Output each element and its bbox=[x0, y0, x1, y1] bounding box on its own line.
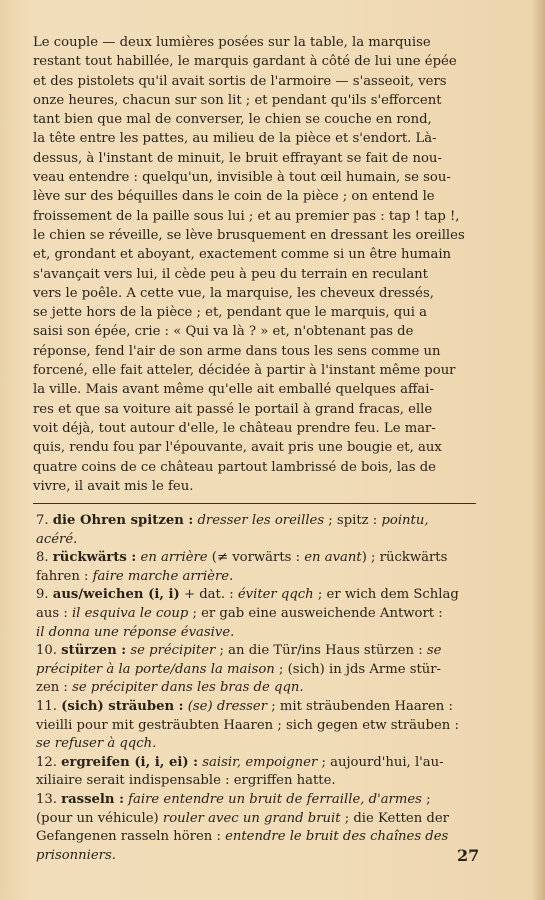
footnote-translation: dresser les oreilles bbox=[197, 513, 325, 528]
text-line: restant tout habillée, le marquis gardant à côté de lui une épée bbox=[33, 54, 457, 70]
text-line: se jette hors de la pièce ; et, pendant que le marquis, qui a bbox=[33, 305, 427, 321]
footnote-translation: prisonniers. bbox=[36, 847, 116, 863]
footnote-text: 13. bbox=[36, 791, 62, 807]
footnote-text: 9. bbox=[36, 587, 53, 603]
text-line: veau entendre : quelqu'un, invisible à tout œil humain, se sou- bbox=[33, 170, 451, 186]
footnote-translation: (se) dresser bbox=[187, 698, 268, 714]
footnote-translation: se précipiter bbox=[130, 643, 216, 659]
footnote-translation: en arrière bbox=[140, 550, 208, 566]
footnote-line bbox=[36, 512, 478, 531]
footnote-translation: faire marche arrière. bbox=[92, 568, 234, 584]
footnote-translation: acéré. bbox=[36, 531, 78, 547]
text-line: et des pistolets qu'il avait sortis de l'armoire — s'asseoit, vers bbox=[33, 73, 447, 89]
footnote-line bbox=[36, 549, 478, 568]
text-line: la tête entre les pattes, au milieu de la pièce et s'endort. Là- bbox=[33, 131, 437, 147]
text-line: voit déjà, tout autour d'elle, le château prendre feu. Le mar- bbox=[33, 420, 436, 436]
footnote-term: rückwärts : bbox=[52, 550, 137, 566]
footnote-line bbox=[36, 735, 478, 754]
main-text bbox=[33, 33, 475, 496]
footnote-line bbox=[36, 698, 478, 717]
page-edge-shadow bbox=[531, 0, 545, 900]
footnote-term: die Ohren spitzen : bbox=[52, 513, 194, 528]
text-line: tant bien que mal de converser, le chien se couche en rond, bbox=[33, 112, 432, 128]
footnote-text: ; aujourd'hui, l'au- bbox=[317, 754, 444, 770]
footnotes bbox=[36, 512, 478, 865]
footnote-text: ; bbox=[421, 791, 431, 807]
footnote-translation: en avant bbox=[304, 550, 362, 566]
footnote-text: (pour un véhicule) bbox=[36, 810, 163, 826]
footnote-line bbox=[36, 661, 478, 680]
footnote-text: fahren : bbox=[36, 568, 93, 584]
footnote-text: 7. bbox=[36, 513, 53, 528]
footnote-translation: se précipiter dans les bras de qqn. bbox=[72, 680, 304, 696]
footnote-line bbox=[36, 531, 478, 550]
footnote-text: 11. bbox=[36, 698, 62, 714]
text-line: quis, rendu fou par l'épouvante, avait pris une bougie et, aux bbox=[33, 440, 442, 456]
footnote-text: 8. bbox=[36, 550, 53, 566]
text-line: quatre coins de ce château partout lambrissé de bois, las de bbox=[33, 459, 436, 475]
footnote-translation: éviter qqch bbox=[237, 587, 314, 603]
footnote-line bbox=[36, 605, 478, 624]
footnote-text: ; er wich dem Schlag bbox=[313, 587, 459, 603]
text-line: lève sur des béquilles dans le coin de la pièce ; on entend le bbox=[33, 189, 435, 205]
footnote-translation: il donna une réponse évasive. bbox=[36, 624, 235, 640]
footnote-line bbox=[36, 717, 478, 736]
footnote-translation: faire entendre un bruit de ferraille, d'armes bbox=[128, 791, 422, 807]
footnote-line bbox=[36, 624, 478, 643]
footnote-line bbox=[36, 810, 478, 829]
text-line: forcené, elle fait atteler, décidée à partir à l'instant même pour bbox=[33, 363, 456, 379]
footnote-text: ; die Ketten der bbox=[340, 810, 449, 826]
footnote-line bbox=[36, 791, 478, 810]
footnote-text: 12. bbox=[36, 754, 62, 770]
footnote-text: (≠ vorwärts : bbox=[207, 550, 305, 566]
footnote-line bbox=[36, 568, 478, 587]
footnote-term: aus/weichen (i, i) bbox=[52, 587, 180, 603]
footnote-line bbox=[36, 828, 478, 847]
footnote-translation: rouler avec un grand bruit bbox=[162, 810, 341, 826]
text-line: Le couple — deux lumières posées sur la table, la marquise bbox=[33, 35, 431, 50]
footnote-term: (sich) sträuben : bbox=[61, 698, 184, 714]
footnote-line bbox=[36, 679, 478, 698]
footnote-text: ; er gab eine ausweichende Antwort : bbox=[188, 605, 443, 621]
footnote-text: zen : bbox=[36, 680, 73, 696]
footnote-text: ; mit sträubenden Haaren : bbox=[267, 698, 453, 714]
footnote-separator bbox=[33, 503, 476, 504]
footnote-term: ergreifen (i, i, ei) : bbox=[61, 754, 199, 770]
text-line: saisi son épée, crie : « Qui va là ? » et, n'obtenant pas de bbox=[33, 324, 414, 340]
text-line: la ville. Mais avant même qu'elle ait emballé quelques affai- bbox=[33, 382, 434, 398]
text-line: vers le poêle. A cette vue, la marquise, les cheveux dressés, bbox=[33, 285, 434, 301]
text-line: res et que sa voiture ait passé le portail à grand fracas, elle bbox=[33, 401, 433, 417]
footnote-translation: précipiter à la porte/dans la maison bbox=[36, 661, 275, 677]
footnote-text: ) ; rückwärts bbox=[361, 550, 448, 566]
page-number: 27 bbox=[457, 846, 480, 865]
text-line: et, grondant et aboyant, exactement comme si un être humain bbox=[33, 247, 452, 263]
footnote-line bbox=[36, 586, 478, 605]
footnote-text: ; (sich) in jds Arme stür- bbox=[274, 661, 442, 677]
footnote-text: Gefangenen rasseln hören : bbox=[36, 829, 226, 845]
footnote-text: ; spitz : bbox=[324, 513, 382, 528]
footnote-translation: il esquiva le coup bbox=[71, 605, 189, 621]
text-line: réponse, fend l'air de son arme dans tous les sens comme un bbox=[33, 343, 441, 359]
footnote-line bbox=[36, 847, 478, 866]
footnote-text: vieilli pour mit gesträubten Haaren ; sich gegen etw sträuben : bbox=[36, 717, 459, 733]
footnote-translation: pointu, bbox=[381, 513, 429, 528]
footnote-text: 10. bbox=[36, 643, 62, 659]
footnote-text: ; an die Tür/ins Haus stürzen : bbox=[215, 643, 427, 659]
text-line: s'avançait vers lui, il cède peu à peu du terrain en reculant bbox=[33, 266, 428, 282]
footnote-translation: entendre le bruit des chaînes des bbox=[225, 829, 449, 845]
footnote-line bbox=[36, 754, 478, 773]
text-line: le chien se réveille, se lève brusquement en dressant les oreilles bbox=[33, 227, 465, 243]
text-line: dessus, à l'instant de minuit, le bruit effrayant se fait de nou- bbox=[33, 150, 442, 166]
footnote-term: rasseln : bbox=[61, 791, 124, 807]
footnote-translation: saisir, empoigner bbox=[202, 754, 318, 770]
text-line: vivre, il avait mis le feu. bbox=[33, 478, 194, 494]
footnote-text: xiliaire serait indispensable : ergriffen hatte. bbox=[36, 773, 336, 789]
footnote-line bbox=[36, 642, 478, 661]
footnote-translation: se refuser à qqch. bbox=[36, 736, 157, 752]
footnote-translation: se bbox=[426, 643, 442, 659]
footnote-text: aus : bbox=[36, 605, 72, 621]
text-line: froissement de la paille sous lui ; et au premier pas : tap ! tap !, bbox=[33, 208, 460, 224]
footnote-line bbox=[36, 772, 478, 791]
footnote-text: + dat. : bbox=[179, 587, 238, 603]
text-line: onze heures, chacun sur son lit ; et pendant qu'ils s'efforcent bbox=[33, 92, 442, 108]
footnote-term: stürzen : bbox=[61, 643, 127, 659]
